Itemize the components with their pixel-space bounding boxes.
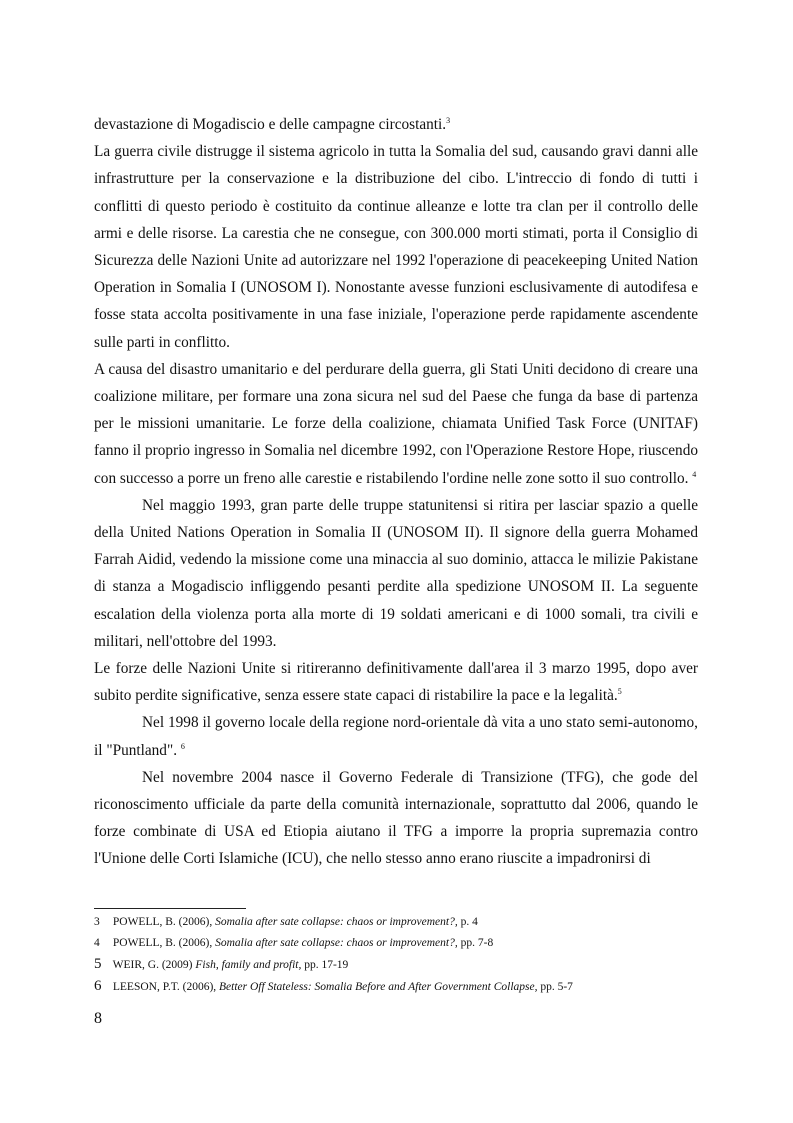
footnote-pages: pp. 5-7 bbox=[540, 981, 573, 993]
footnote-item bbox=[94, 976, 714, 998]
footnote-title: Somalia after sate collapse: chaos or improvement?, bbox=[215, 916, 458, 928]
footnote-title: Somalia after sate collapse: chaos or improvement?, bbox=[215, 937, 458, 949]
paragraph-text: La guerra civile distrugge il sistema agricolo in tutta la Somalia del sud, causando gravi danni alle infrastrutture per la conservazione e la distribuzione del cibo. L'intreccio di fondo di tutti i conflitti di questo periodo è costituito da continue alleanze e lotte tra clan per il controllo delle armi e delle risorse. La carestia che ne consegue, con 300.000 morti stimati, porta il Consiglio di Sicurezza delle Nazioni Unite ad autorizzare nel 1992 l'operazione di peacekeeping United Nation Operation in Somalia I (UNOSOM I). Nonostante avesse funzioni esclusivamente di autodifesa e fosse stata accolta positivamente in una fase iniziale, l'operazione perde rapidamente ascendente sulle parti in conflitto. bbox=[94, 143, 698, 351]
footnote-author: WEIR, G. (2009) bbox=[112, 959, 193, 971]
footnote-author: POWELL, B. (2006), bbox=[112, 937, 213, 949]
footnote-number: 3 bbox=[94, 916, 100, 928]
footnote-ref[interactable]: 3 bbox=[446, 116, 451, 125]
paragraph bbox=[94, 356, 698, 492]
footnote-number: 5 bbox=[94, 956, 102, 972]
footnote-divider bbox=[94, 908, 246, 909]
paragraph-text: Le forze delle Nazioni Unite si ritireranno definitivamente dall'area il 3 marzo 1995, dopo aver subito perdite significative, senza essere state capaci di ristabilire la pace e la legalità. bbox=[94, 660, 698, 705]
footnote-ref[interactable]: 5 bbox=[617, 687, 622, 697]
footnotes bbox=[94, 912, 714, 998]
footnote-number: 4 bbox=[94, 937, 100, 949]
paragraph bbox=[94, 655, 698, 709]
footnote-item bbox=[94, 912, 714, 933]
paragraph-text: Nel novembre 2004 nasce il Governo Federale di Transizione (TFG), che gode del riconoscimento ufficiale da parte della comunità internazionale, soprattutto dal 2006, quando le forze combinate di USA ed Etiopia aiutano il TFG a imporre la propria supremazia contro l'Unione delle Corti Islamiche (ICU), che nello stesso anno erano riuscite a impadronirsi di bbox=[94, 768, 698, 868]
paragraph bbox=[94, 709, 698, 763]
paragraph-text: devastazione di Mogadiscio e delle campagne circostanti. bbox=[94, 116, 447, 133]
footnote-item bbox=[94, 933, 714, 954]
paragraph bbox=[94, 111, 698, 138]
footnote-item bbox=[94, 954, 714, 976]
paragraph-text: Nel maggio 1993, gran parte delle truppe statunitensi si ritira per lasciar spazio a quelle della United Nations Operation in Somalia II (UNOSOM II). Il signore della guerra Mohamed Farrah Aidid, vedendo la missione come una minaccia al suo dominio, attacca le milizie Pakistane di stanza a Mogadiscio infliggendo pesanti perdite alla spedizione UNOSOM II. La seguente escalation della violenza porta alla morte di 19 soldati americani e di 1000 somali, tra civili e militari, nell'ottobre del 1993. bbox=[94, 496, 698, 650]
footnote-author: POWELL, B. (2006), bbox=[112, 916, 213, 928]
paragraph-text: Nel 1998 il governo locale della regione nord-orientale dà vita a uno stato semi-autonomo, il "Puntland". bbox=[94, 714, 698, 759]
footnote-number: 6 bbox=[94, 978, 102, 994]
footnote-pages: pp. 7-8 bbox=[460, 937, 494, 949]
page-number: 8 bbox=[94, 1010, 102, 1027]
paragraph bbox=[94, 764, 698, 873]
footnote-title: Better Off Stateless: Somalia Before and After Government Collapse, bbox=[219, 981, 538, 993]
body-text bbox=[94, 111, 698, 873]
footnote-ref[interactable]: 4 bbox=[692, 469, 697, 479]
footnote-title: Fish, family and profit, bbox=[195, 959, 302, 971]
footnote-ref[interactable]: 6 bbox=[180, 741, 185, 751]
footnote-author: LEESON, P.T. (2006), bbox=[112, 981, 217, 993]
paragraph bbox=[94, 138, 698, 356]
footnote-pages: pp. 17-19 bbox=[304, 959, 349, 971]
footnote-pages: p. 4 bbox=[460, 916, 478, 928]
paragraph-text: A causa del disastro umanitario e del perdurare della guerra, gli Stati Uniti decidono di creare una coalizione militare, per formare una zona sicura nel sud del Paese che funga da base di partenza per le missioni umanitarie. Le forze della coalizione, chiamata Unified Task Force (UNITAF) fanno il proprio ingresso in Somalia nel dicembre 1992, con l'Operazione Restore Hope, riuscendo con successo a porre un freno alle carestie e ristabilendo l'ordine nelle zone sotto il suo controllo. bbox=[94, 360, 698, 487]
paragraph bbox=[94, 492, 698, 655]
